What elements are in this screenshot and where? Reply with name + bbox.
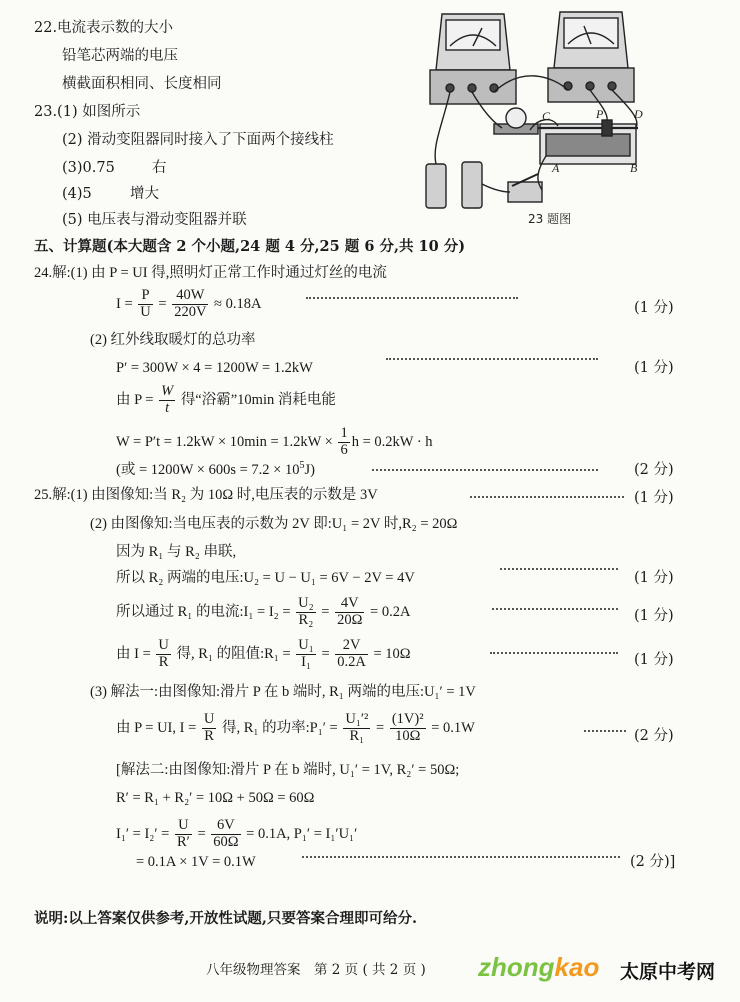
q25-l8b: = 0.1W bbox=[427, 719, 475, 736]
q24-line3: (2) 红外线取暖灯的总功率 bbox=[90, 332, 256, 348]
q25-frac1-den: R₂ bbox=[298, 611, 314, 628]
q25-line3: 因为 R₁ 与 R₂ 串联, bbox=[116, 544, 237, 560]
q25-l11b: = 0.1A, P₁′ = I₁′U₁′ bbox=[242, 825, 358, 842]
q23-line4b: 增大 bbox=[130, 186, 159, 202]
fig-label-a: A bbox=[552, 161, 560, 175]
dot-leader bbox=[470, 496, 624, 498]
q25-line6 bbox=[116, 638, 411, 671]
q25-frac4 bbox=[296, 638, 316, 671]
watermark-logo bbox=[478, 952, 599, 983]
fig-caption: 23 题图 bbox=[528, 212, 572, 226]
q25-frac9-num: U bbox=[175, 818, 192, 835]
q25-line10: R′ = R₁ + R₂′ = 10Ω + 50Ω = 60Ω bbox=[116, 790, 315, 806]
q24-frac2-num: 40W bbox=[172, 288, 208, 305]
q25-frac4-num: U₁ bbox=[298, 637, 314, 653]
dot-leader bbox=[500, 568, 618, 570]
watermark-part2: kao bbox=[554, 952, 600, 982]
q25-l11-eq: = bbox=[193, 825, 210, 842]
dot-leader bbox=[386, 358, 598, 360]
q25-frac1-num: U₂ bbox=[298, 595, 314, 611]
q25-frac3 bbox=[156, 638, 170, 671]
q24-line5 bbox=[116, 384, 336, 417]
q25-frac10-num: 6V bbox=[211, 818, 240, 835]
q25-score3: (1 分) bbox=[634, 608, 674, 624]
q25-frac5-den: 0.2A bbox=[337, 653, 366, 670]
q24-l2-lhs: I = bbox=[116, 295, 137, 312]
dot-leader bbox=[302, 856, 620, 858]
q25-frac1 bbox=[296, 596, 316, 629]
q25-line12: = 0.1A × 1V = 0.1W bbox=[136, 854, 256, 870]
q25-frac5 bbox=[335, 638, 368, 671]
q25-frac7 bbox=[343, 712, 370, 745]
watermark-sitename: 太原中考网 bbox=[620, 961, 716, 983]
dot-leader bbox=[372, 469, 598, 471]
q24-frac4-den: 6 bbox=[340, 441, 348, 458]
dot-leader bbox=[306, 297, 518, 299]
q24-score1: (1 分) bbox=[634, 300, 674, 316]
q24-frac1 bbox=[138, 288, 152, 321]
q25-frac7-den: R₁ bbox=[349, 727, 365, 744]
q25-l5-eq: = bbox=[317, 603, 334, 620]
q24-frac4 bbox=[338, 426, 349, 459]
dot-leader bbox=[492, 608, 618, 610]
q23-line3b: 右 bbox=[152, 160, 167, 176]
answer-note: 说明:以上答案仅供参考,开放性试题,只要答案合理即可给分. bbox=[34, 910, 417, 927]
q24-line1: 24.解:(1) 由 P = UI 得,照明灯正常工作时通过灯丝的电流 bbox=[34, 265, 387, 281]
q24-frac2 bbox=[172, 288, 208, 321]
q24-l5a: 由 P = bbox=[116, 391, 158, 408]
q25-frac10-den: 60Ω bbox=[213, 833, 239, 850]
q25-frac6-num: U bbox=[203, 711, 215, 727]
page-footer: 八年级物理答案 第 2 页 ( 共 2 页 ) bbox=[206, 962, 426, 978]
q24-line7 bbox=[116, 460, 315, 479]
section5-title: 五、计算题(本大题含 2 个小题,24 题 4 分,25 题 6 分,共 10 分) bbox=[34, 238, 466, 255]
watermark-part1: zhong bbox=[478, 952, 555, 982]
q25-l6m: 得, R₁ 的阻值:R₁ = bbox=[172, 645, 295, 662]
dot-leader bbox=[584, 730, 626, 732]
q25-l6b: = 10Ω bbox=[369, 645, 411, 662]
q24-l5b: 得“浴霸”10min 消耗电能 bbox=[177, 391, 336, 408]
q24-l7a: (或 = 1200W × 600s = 7.2 × 10 bbox=[116, 461, 300, 478]
q25-line7: (3) 解法一:由图像知:滑片 P 在 b 端时, R₁ 两端的电压:U₁′ = 1V bbox=[90, 684, 476, 700]
fig-label-p: P bbox=[596, 107, 604, 121]
q25-frac3-num: U bbox=[158, 637, 169, 653]
q24-line4: P′ = 300W × 4 = 1200W = 1.2kW bbox=[116, 360, 313, 376]
q24-l6b: h = 0.2kW · h bbox=[351, 433, 433, 450]
q25-l8-eq: = bbox=[372, 719, 388, 736]
q24-line6 bbox=[116, 426, 433, 459]
q22-line1: 22.电流表示数的大小 bbox=[34, 20, 174, 36]
fig-label-c: C bbox=[542, 109, 551, 123]
q23-line1: 23.(1) 如图所示 bbox=[34, 104, 141, 120]
q25-line1: 25.解:(1) 由图像知:当 R₂ 为 10Ω 时,电压表的示数是 3V bbox=[34, 487, 378, 503]
q25-score2: (1 分) bbox=[634, 570, 674, 586]
q24-l6a: W = P′t = 1.2kW × 10min = 1.2kW × bbox=[116, 433, 337, 450]
q25-l5a: 所以通过 R₁ 的电流:I₁ = I₂ = bbox=[116, 603, 295, 620]
q25-score6: (2 分)] bbox=[630, 854, 676, 870]
q25-line11 bbox=[116, 818, 357, 851]
q24-l7b: J) bbox=[304, 461, 315, 478]
q25-line5 bbox=[116, 596, 410, 629]
q24-line2 bbox=[116, 288, 261, 321]
q22-line3: 横截面积相同、长度相同 bbox=[62, 76, 222, 92]
q23-line2: (2) 滑动变阻器同时接入了下面两个接线柱 bbox=[62, 132, 334, 148]
q25-frac2-den: 20Ω bbox=[337, 611, 363, 628]
q25-frac2-num: 4V bbox=[335, 596, 364, 613]
q25-frac5-num: 2V bbox=[335, 638, 368, 655]
q25-frac10 bbox=[211, 818, 240, 851]
q24-frac1-den: U bbox=[140, 303, 151, 320]
q25-frac6-den: R bbox=[204, 727, 214, 744]
q25-frac9 bbox=[175, 818, 192, 851]
fig-label-b: B bbox=[630, 161, 638, 175]
q24-score2: (1 分) bbox=[634, 360, 674, 376]
q25-l8m: 得, R₁ 的功率:P₁′ = bbox=[218, 719, 342, 736]
q25-frac8-num: (1V)² bbox=[391, 711, 424, 727]
q25-l6-eq: = bbox=[317, 645, 334, 662]
q25-line4: 所以 R₂ 两端的电压:U₂ = U − U₁ = 6V − 2V = 4V bbox=[116, 570, 415, 586]
q24-frac2-den: 220V bbox=[174, 303, 207, 320]
q25-frac2 bbox=[335, 596, 364, 629]
q24-frac3-num: W bbox=[161, 383, 174, 399]
q25-l11a: I₁′ = I₂′ = bbox=[116, 825, 173, 842]
q25-frac6 bbox=[202, 712, 216, 745]
q23-line4a: (4)5 bbox=[62, 186, 92, 202]
q24-frac3-den: t bbox=[165, 399, 170, 416]
q25-score1: (1 分) bbox=[634, 490, 674, 506]
q24-frac3 bbox=[159, 384, 175, 417]
circuit-figure bbox=[412, 6, 648, 228]
q25-l6a: 由 I = bbox=[116, 645, 155, 662]
q25-line9: [解法二:由图像知:滑片 P 在 b 端时, U₁′ = 1V, R₂′ = 50Ω; bbox=[116, 762, 460, 778]
q25-score4: (1 分) bbox=[634, 652, 674, 668]
q24-frac1-num: P bbox=[138, 288, 152, 305]
q25-frac4-den: I₁ bbox=[301, 653, 311, 670]
q25-frac8-den: 10Ω bbox=[395, 727, 421, 744]
q25-frac7-num: U₁′² bbox=[345, 711, 369, 727]
q23-line3a: (3)0.75 bbox=[62, 160, 115, 176]
q24-l2-eq: = bbox=[154, 295, 171, 312]
q22-line2: 铅笔芯两端的电压 bbox=[62, 48, 178, 64]
q25-score5: (2 分) bbox=[634, 728, 674, 744]
q24-l2-rhs: ≈ 0.18A bbox=[210, 295, 262, 312]
fig-label-d: D bbox=[634, 107, 643, 121]
dot-leader bbox=[490, 652, 618, 654]
q25-l8a: 由 P = UI, I = bbox=[116, 719, 200, 736]
q24-frac4-num: 1 bbox=[340, 425, 348, 441]
q25-line2: (2) 由图像知:当电压表的示数为 2V 即:U₁ = 2V 时,R₂ = 20Ω bbox=[90, 516, 458, 532]
q24-l7sup: 5 bbox=[299, 460, 305, 471]
q24-score3: (2 分) bbox=[634, 462, 674, 478]
q25-frac9-den: R′ bbox=[176, 833, 190, 850]
q25-frac3-den: R bbox=[158, 653, 169, 670]
q23-line5: (5) 电压表与滑动变阻器并联 bbox=[62, 212, 247, 228]
q25-l5b: = 0.2A bbox=[366, 603, 411, 620]
q25-line8 bbox=[116, 712, 475, 745]
q25-frac8 bbox=[390, 712, 426, 745]
